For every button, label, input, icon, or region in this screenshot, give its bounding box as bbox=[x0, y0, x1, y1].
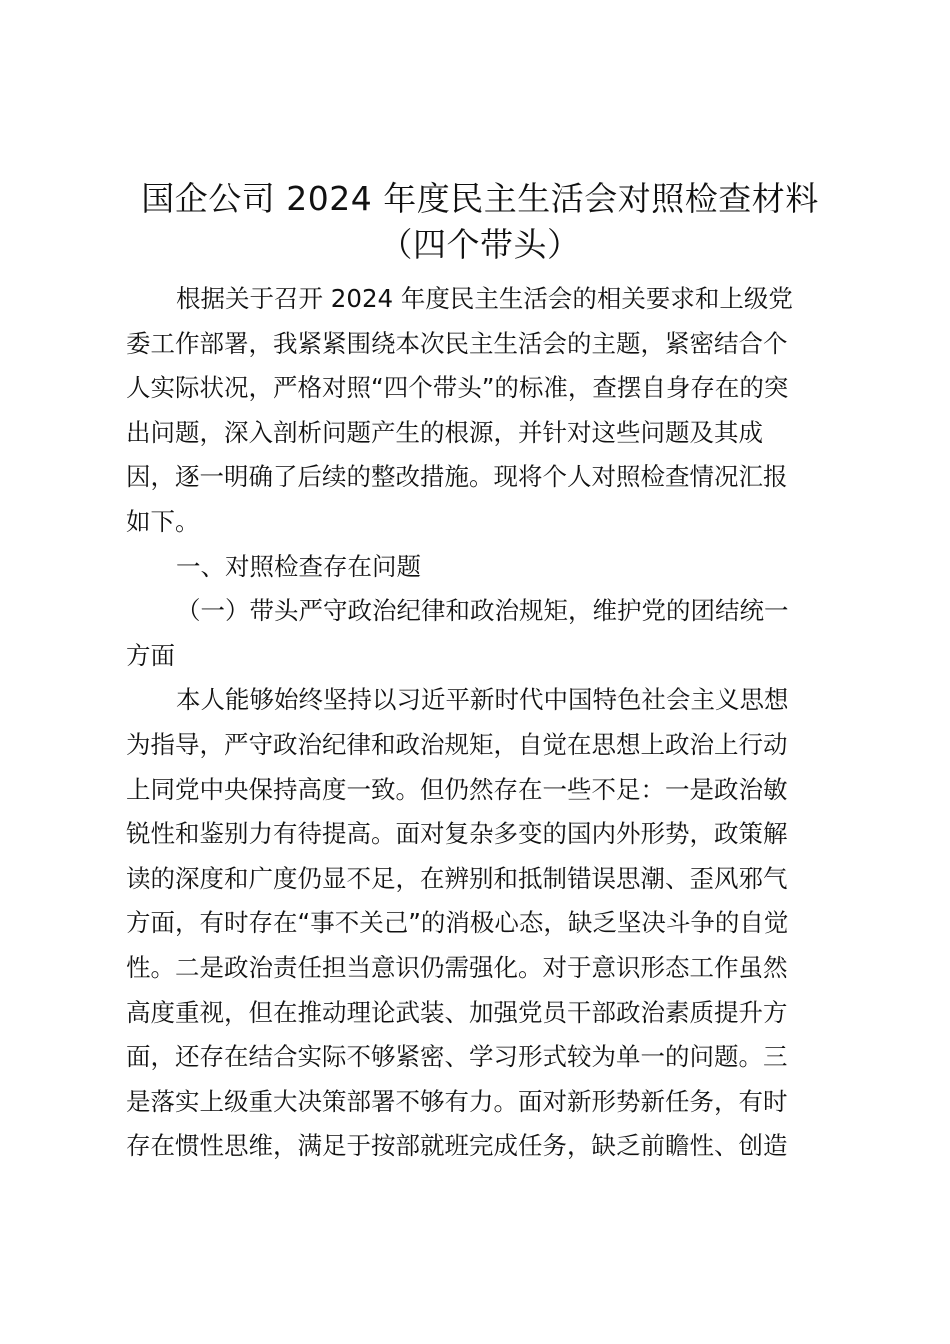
paragraph-line: 高度重视，但在推动理论武装、加强党员干部政治素质提升方 bbox=[126, 997, 788, 1027]
document-body bbox=[126, 277, 826, 1169]
paragraph-line: 读的深度和广度仍显不足，在辨别和抵制错误思潮、歪风邪气 bbox=[126, 863, 788, 893]
paragraph-intro-line: 根据关于召开 2024 年度民主生活会的相关要求和上级党 bbox=[176, 284, 793, 313]
paragraph-intro-line: 委工作部署，我紧紧围绕本次民主生活会的主题，紧密结合个 bbox=[126, 328, 788, 358]
paragraph-line: 是落实上级重大决策部署不够有力。面对新形势新任务，有时 bbox=[126, 1086, 788, 1116]
paragraph-intro-line: 出问题，深入剖析问题产生的根源，并针对这些问题及其成 bbox=[126, 417, 763, 447]
paragraph-line: 为指导，严守政治纪律和政治规矩，自觉在思想上政治上行动 bbox=[126, 729, 788, 759]
paragraph-intro-line: 人实际状况，严格对照“四个带头”的标准，查摆自身存在的突 bbox=[126, 373, 789, 403]
document-title: 国企公司 2024 年度民主生活会对照检查材料 bbox=[141, 179, 819, 218]
subsection-heading: 方面 bbox=[126, 640, 175, 670]
paragraph-line: 本人能够始终坚持以习近平新时代中国特色社会主义思想 bbox=[176, 685, 789, 715]
paragraph-line: 面，还存在结合实际不够紧密、学习形式较为单一的问题。三 bbox=[126, 1042, 788, 1072]
paragraph-line: 上同党中央保持高度一致。但仍然存在一些不足：一是政治敏 bbox=[126, 774, 788, 804]
paragraph-intro-line: 如下。 bbox=[126, 506, 200, 536]
section-heading: 一、对照检查存在问题 bbox=[176, 551, 421, 581]
paragraph-line: 锐性和鉴别力有待提高。面对复杂多变的国内外形势，政策解 bbox=[126, 819, 788, 849]
paragraph-line: 性。二是政治责任担当意识仍需强化。对于意识形态工作虽然 bbox=[126, 952, 788, 982]
paragraph-line: 方面，有时存在“事不关己”的消极心态，缺乏坚决斗争的自觉 bbox=[126, 908, 789, 938]
document-subtitle: （四个带头） bbox=[379, 225, 581, 264]
paragraph-line: 存在惯性思维，满足于按部就班完成任务，缺乏前瞻性、创造 bbox=[126, 1131, 788, 1161]
subsection-heading: （一）带头严守政治纪律和政治规矩，维护党的团结统一 bbox=[176, 596, 789, 626]
paragraph-intro-line: 因，逐一明确了后续的整改措施。现将个人对照检查情况汇报 bbox=[126, 462, 788, 492]
